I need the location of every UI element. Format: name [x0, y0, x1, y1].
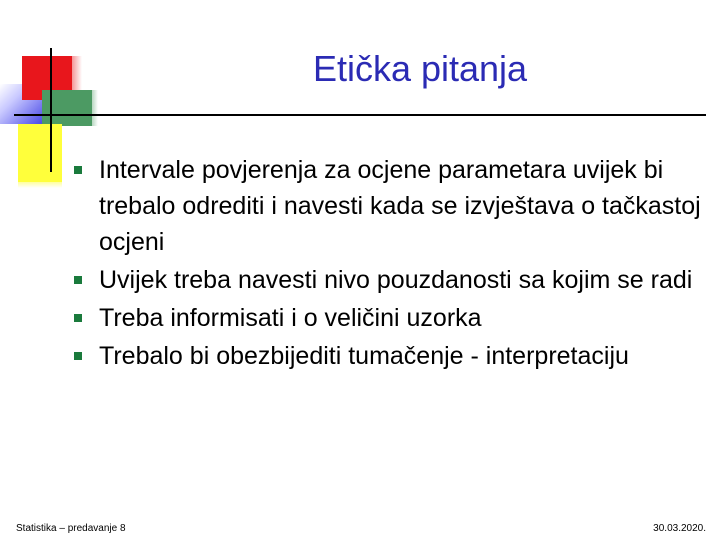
- logo-yellow-square: [18, 124, 62, 182]
- title-divider: [14, 114, 706, 116]
- bullet-text: Intervale povjerenja za ocjene parametara uvijek bi trebalo odrediti i navesti kada se izvještava o tačkastoj ocjeni: [99, 156, 701, 256]
- bullet-marker-icon: [74, 352, 82, 360]
- bullet-text: Trebalo bi obezbijediti tumačenje - interpretaciju: [99, 342, 629, 370]
- slide-title: Etička pitanja: [312, 48, 528, 89]
- footer-course-label: Statistika – predavanje 8: [16, 523, 126, 534]
- bullet-item: [74, 262, 704, 298]
- decorative-logo: [0, 40, 100, 150]
- bullet-list: [74, 152, 704, 376]
- bullet-item: [74, 338, 704, 374]
- bullet-item: [74, 300, 704, 336]
- logo-vertical-line: [50, 48, 52, 172]
- bullet-marker-icon: [74, 166, 82, 174]
- bullet-marker-icon: [74, 314, 82, 322]
- bullet-item: [74, 152, 704, 260]
- bullet-marker-icon: [74, 276, 82, 284]
- bullet-text: Treba informisati i o veličini uzorka: [99, 304, 482, 332]
- footer-date: 30.03.2020.: [653, 523, 706, 534]
- bullet-text: Uvijek treba navesti nivo pouzdanosti sa kojim se radi: [99, 266, 693, 294]
